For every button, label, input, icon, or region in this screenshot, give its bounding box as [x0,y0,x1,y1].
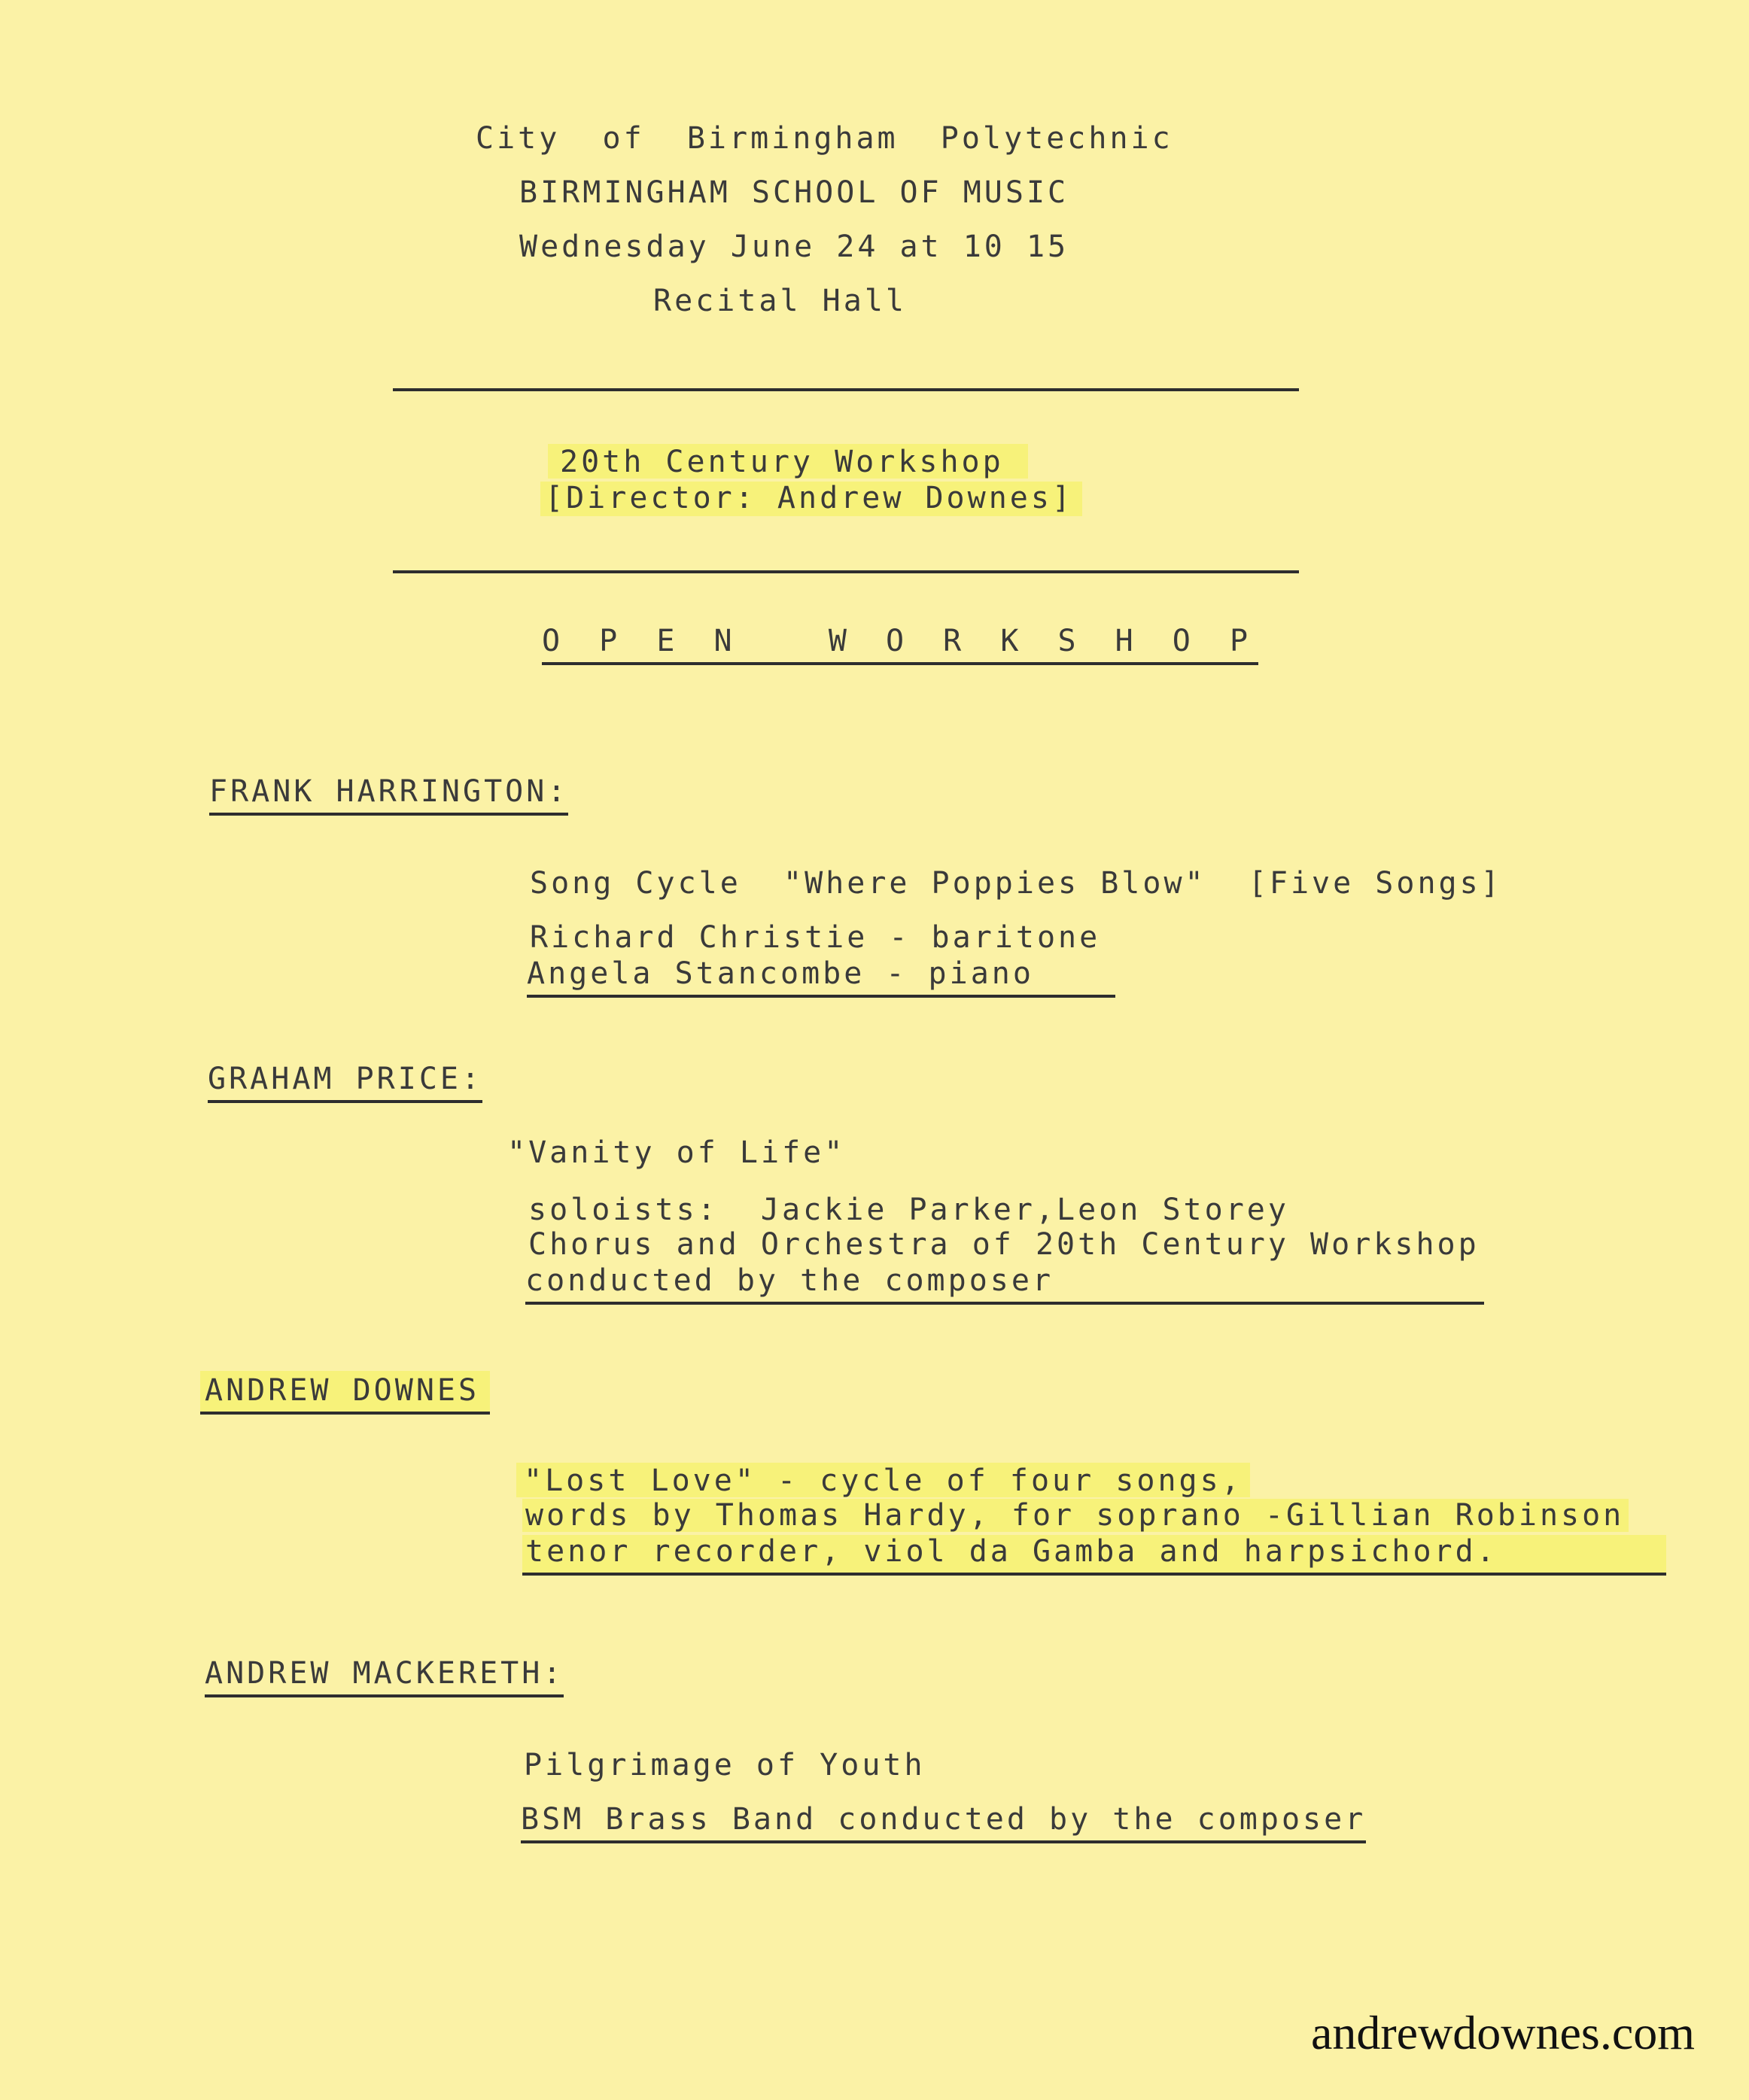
composer-work-line: "Vanity of Life" [507,1135,846,1170]
composer-name: ANDREW DOWNES [200,1371,490,1415]
watermark: andrewdownes.com [1310,2006,1695,2059]
header-line-1: City of Birmingham Polytechnic [476,121,1173,156]
header-line-2: BIRMINGHAM SCHOOL OF MUSIC [519,175,1069,210]
composer-work-line: Angela Stancombe - piano [527,959,1115,998]
composer-work-line: Pilgrimage of Youth [524,1748,926,1782]
composer-work-line: BSM Brass Band conducted by the composer [521,1804,1366,1843]
composer-work-line: soloists: Jackie Parker,Leon Storey [528,1193,1289,1227]
workshop-title: 20th Century Workshop [548,444,1028,479]
workshop-director: [Director: Andrew Downes] [540,482,1082,516]
header-line-3: Wednesday June 24 at 10 15 [519,229,1069,264]
composer-name: ANDREW MACKERETH: [205,1658,564,1697]
composer-work-line: Song Cycle "Where Poppies Blow" [Five Songs] [530,866,1502,901]
header-line-4: Recital Hall [653,284,907,318]
composer-work-line: words by Thomas Hardy, for soprano -Gillian Robinson [522,1499,1629,1532]
composer-work-line: conducted by the composer [525,1266,1484,1305]
open-workshop-heading: O P E N W O R K S H O P [542,626,1258,665]
composer-work-line: "Lost Love" - cycle of four songs, [516,1463,1250,1497]
composer-work-line: tenor recorder, viol da Gamba and harpsichord. [522,1535,1666,1576]
composer-name: GRAHAM PRICE: [208,1064,482,1103]
composer-name: FRANK HARRINGTON: [209,776,568,816]
divider-top [393,388,1299,391]
divider-bottom [393,570,1299,573]
composer-work-line: Richard Christie - baritone [530,920,1101,955]
composer-work-line: Chorus and Orchestra of 20th Century Workshop [528,1227,1480,1262]
